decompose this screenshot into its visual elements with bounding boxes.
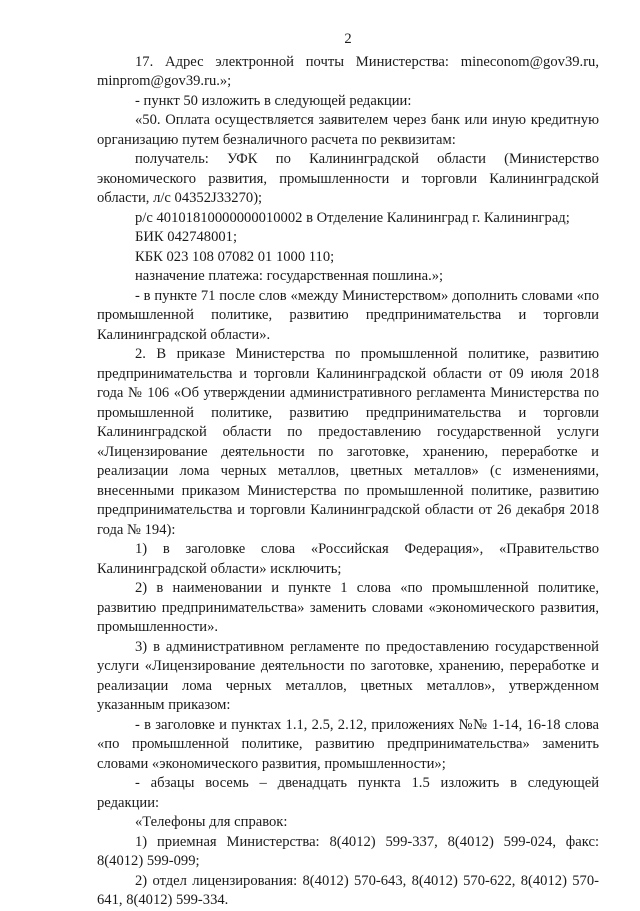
paragraph: - в пункте 71 после слов «между Министерством» дополнить словами «по промышленной политике, развитию предпринимательства и торговли Калининградской области».: [97, 287, 599, 343]
paragraph: 2) отдел лицензирования: 8(4012) 570-643, 8(4012) 570-622, 8(4012) 570-641, 8(4012) 599-334.: [97, 872, 599, 908]
document-page: [97, 30, 599, 911]
paragraph: 2. В приказе Министерства по промышленной политике, развитию предпринимательства и торговли Калининградской области от 09 июля 2018 года № 106 «Об утверждении административного регламента Министерства по промышленной политике, развитию предпринимательства и торговли Калининградской области по предоставлению государственной услуги «Лицензирование деятельности по заготовке, хранению, переработке и реализации лома черных металлов, цветных металлов» (с изменениями, внесенными приказом Министерства по промышленной политике, развитию предпринимательства и торговли Калининградской области от 26 декабря 2018 года № 194):: [97, 346, 599, 538]
paragraph: 3) в административном регламенте по предоставлению государственной услуги «Лицензирование деятельности по заготовке, хранению, переработке и реализации лома черных металлов, цветных металлов», утвержденном указанным приказом:: [97, 638, 599, 713]
paragraph: получатель: УФК по Калининградской области (Министерство экономического развития, промышленности и торговли Калининградской области, л/с 04352J33270);: [97, 151, 599, 206]
paragraph: «50. Оплата осуществляется заявителем через банк или иную кредитную организацию путем безналичного расчета по реквизитам:: [97, 112, 599, 148]
paragraph: КБК 023 108 07082 01 1000 110;: [135, 248, 335, 265]
paragraph: 1) в заголовке слова «Российская Федерация», «Правительство Калининградской области» исключить;: [97, 541, 599, 577]
paragraph: назначение платежа: государственная пошлина.»;: [135, 268, 444, 284]
paragraph: 2) в наименовании и пункте 1 слова «по промышленной политике, развитию предпринимательства» заменить словами «экономического развития, промышленности».: [97, 580, 599, 635]
paragraph: «Телефоны для справок:: [135, 814, 288, 830]
paragraph: - пункт 50 изложить в следующей редакции:: [135, 92, 412, 109]
page-number: 2: [344, 31, 352, 47]
paragraph: 17. Адрес электронной почты Министерства: mineconom@gov39.ru, minprom@gov39.ru.»;: [97, 53, 599, 89]
paragraph: - абзацы восемь – двенадцать пункта 1.5 изложить в следующей редакции:: [97, 775, 599, 811]
document-body: [97, 53, 599, 911]
paragraph: - в заголовке и пунктах 1.1, 2.5, 2.12, приложениях №№ 1-14, 16-18 слова «по промышленной политике, развитию предпринимательства» заменить словами «экономического развития, промышленности»;: [97, 716, 599, 772]
paragraph: р/с 40101810000000010002 в Отделение Калининград г. Калининград;: [135, 209, 570, 226]
paragraph: БИК 042748001;: [135, 229, 238, 245]
paragraph: 1) приемная Министерства: 8(4012) 599-337, 8(4012) 599-024, факс: 8(4012) 599-099;: [97, 833, 599, 869]
